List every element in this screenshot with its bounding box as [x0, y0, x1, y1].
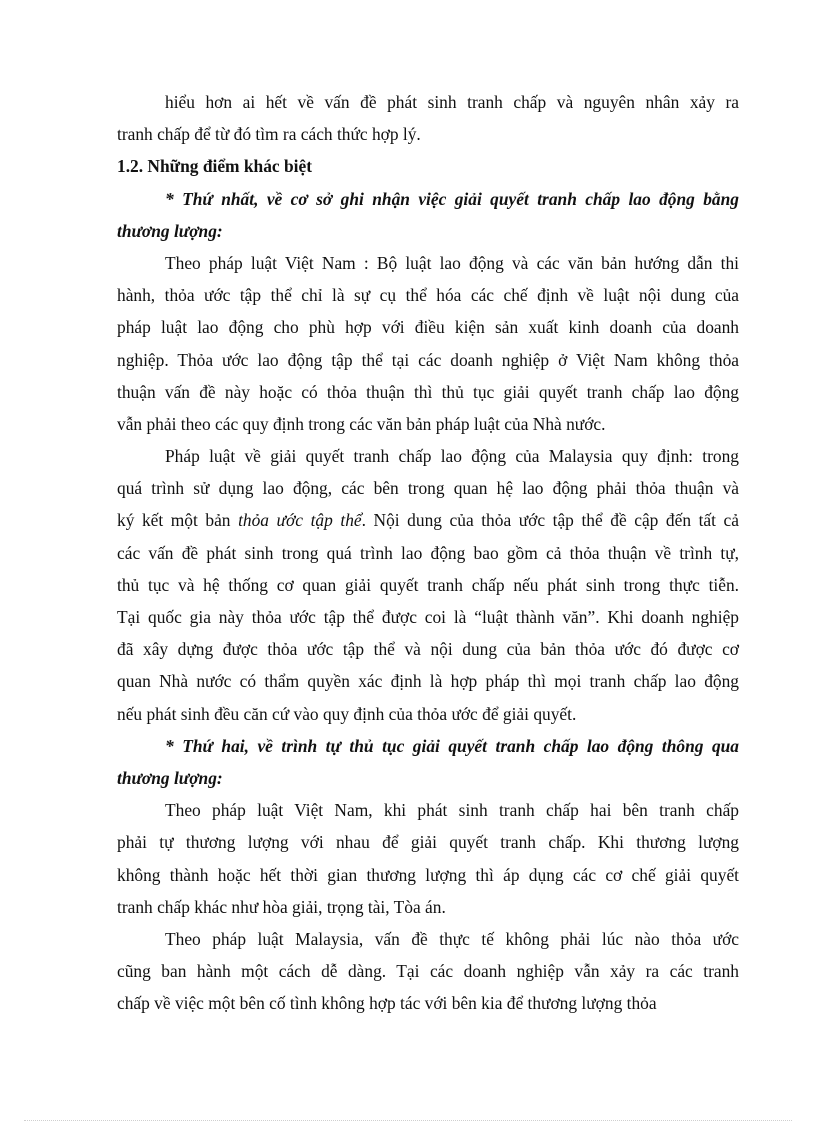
- text-line: Theo pháp luật Malaysia, vấn đề thực tế không phải lúc nào thỏa ước: [165, 928, 739, 949]
- text-line: vẫn phải theo các quy định trong các văn bản pháp luật của Nhà nước.: [117, 413, 606, 434]
- text-line: không thành hoặc hết thời gian thương lượng thì áp dụng các cơ chế giải quyết: [117, 864, 739, 885]
- text-line: phải tự thương lượng với nhau để giải quyết tranh chấp. Khi thương lượng: [117, 832, 739, 853]
- text-segment: ký kết một bản: [117, 510, 239, 531]
- text-line: Tại quốc gia này thỏa ước tập thể được coi là “luật thành văn”. Khi doanh nghiệp: [117, 607, 739, 627]
- subheading-line: * Thứ hai, về trình tự thủ tục giải quyết tranh chấp lao động thông qua: [165, 735, 739, 756]
- text-line: pháp luật lao động cho phù hợp với điều kiện sản xuất kinh doanh của doanh: [117, 317, 739, 338]
- text-segment: . Nội dung của thỏa ước tập thể đề cập đến tất cả: [361, 510, 739, 531]
- text-line: thuận vấn đề này hoặc có thỏa thuận thì thủ tục giải quyết tranh chấp lao động: [117, 381, 739, 402]
- text-line: tranh chấp khác như hòa giải, trọng tài, Tòa án.: [117, 896, 446, 917]
- text-line: nghiệp. Thỏa ước lao động tập thể tại các doanh nghiệp ở Việt Nam không thỏa: [117, 349, 739, 370]
- subheading-line: thương lượng:: [117, 220, 223, 241]
- page-bottom-divider: [24, 1120, 792, 1121]
- text-line: chấp về việc một bên cố tình không hợp tác với bên kia để thương lượng thỏa: [117, 993, 657, 1014]
- subheading-line: thương lượng:: [117, 767, 223, 788]
- text-line: hành, thỏa ước tập thể chỉ là sự cụ thể hóa các chế định về luật nội dung của: [117, 285, 739, 306]
- text-line: quá trình sử dụng lao động, các bên trong quan hệ lao động phải thỏa thuận và: [117, 478, 739, 499]
- subheading-line: * Thứ nhất, về cơ sở ghi nhận việc giải quyết tranh chấp lao động bằng: [165, 188, 739, 209]
- text-line: Theo pháp luật Việt Nam : Bộ luật lao động và các văn bản hướng dẫn thi: [165, 252, 739, 273]
- text-line: tranh chấp để từ đó tìm ra cách thức hợp lý.: [117, 124, 421, 145]
- text-line: đã xây dựng được thỏa ước tập thể và nội dung của bản thỏa ước đó được cơ: [117, 639, 739, 660]
- text-line: cũng ban hành một cách dễ dàng. Tại các doanh nghiệp vẫn xảy ra các tranh: [117, 961, 739, 982]
- document-page: [117, 86, 739, 1019]
- text-line: quan Nhà nước có thẩm quyền xác định là hợp pháp thì mọi tranh chấp lao động: [117, 671, 739, 692]
- text-line: Theo pháp luật Việt Nam, khi phát sinh tranh chấp hai bên tranh chấp: [165, 800, 739, 821]
- text-line: [117, 504, 739, 536]
- italic-term: thỏa ước tập thể: [238, 510, 362, 531]
- text-line: hiểu hơn ai hết về vấn đề phát sinh tranh chấp và nguyên nhân xảy ra: [165, 92, 739, 112]
- text-line: thủ tục và hệ thống cơ quan giải quyết tranh chấp nếu phát sinh trong thực tiễn.: [117, 574, 739, 595]
- text-line: nếu phát sinh đều căn cứ vào quy định của thỏa ước để giải quyết.: [117, 703, 577, 724]
- text-line: Pháp luật về giải quyết tranh chấp lao động của Malaysia quy định: trong: [165, 446, 739, 467]
- section-heading: 1.2. Những điểm khác biệt: [117, 156, 312, 177]
- text-line: các vấn đề phát sinh trong quá trình lao động bao gồm cả thỏa thuận về trình tự,: [117, 542, 739, 563]
